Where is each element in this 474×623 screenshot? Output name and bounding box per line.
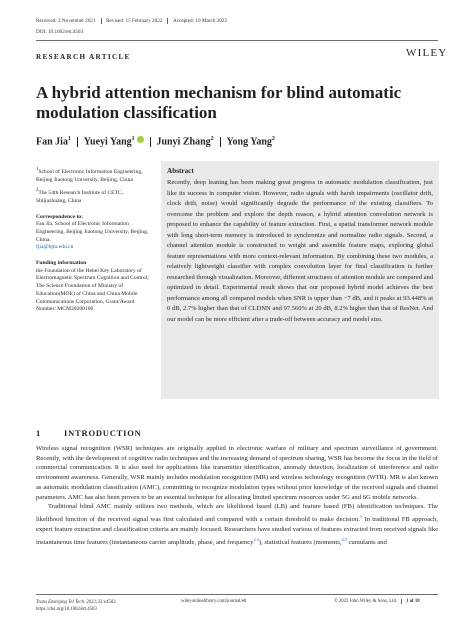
- citation-link[interactable]: 2,3: [253, 536, 259, 542]
- revised-date: Revised: 15 February 2022: [106, 18, 163, 24]
- journal-site-link[interactable]: wileyonlinelibrary.com/journal/ett: [181, 599, 247, 604]
- orcid-icon[interactable]: [137, 136, 144, 143]
- affiliations-column: [36, 166, 152, 317]
- author[interactable]: Yueyi Yang$^1$: [84, 136, 144, 147]
- abstract-heading: Abstract: [167, 167, 194, 175]
- received-date: Received: 2 November 2021: [36, 18, 96, 24]
- footer-right: [334, 599, 420, 604]
- author-divider: [220, 137, 221, 147]
- paragraph: Traditional blind AMC mainly utilizes two methods, which are likelihood based (LB) and feature based (FB) identification techniques. The likelihood function of the received signal was first calculated and compared with a certain threshold to make decision.$^1$ In traditional FB approach, expert feature extraction and classification criteria are mainly focused. Researchers have studied various of features extracted from received signals like instantaneous time features (instantaneous carrier amplitude, phase, and frequency$^{2,3}$), statistical features (moments,$^{4,5}$ cumulants and: [36, 503, 438, 546]
- author-divider: [150, 137, 151, 147]
- author[interactable]: Yong Yang$^2$: [226, 136, 275, 148]
- date-divider: [101, 18, 102, 24]
- introduction-body: [36, 444, 438, 547]
- affiliation: $^1$School of Electronic Information Engineering, Beijing Jiaotong University, Beijing, China: [36, 167, 143, 183]
- email-link[interactable]: fjia@bjtu.edu.cn: [36, 244, 74, 251]
- footer-rule: [36, 594, 438, 595]
- funding-text: the Foundation of the Hebei Key Laboratory of Electromagnetic Spectrum Cognition and Control; The Science Foundation of Ministry of Education(MOE) of China and China Mobile Communications Corporation, Grant/Award Number: MCM20200106: [36, 267, 149, 313]
- affiliation: $^2$The 54th Research Institute of CETC, Shijiazhuang, China: [36, 188, 124, 204]
- page-number: 1 of 18: [401, 599, 420, 604]
- correspondence-text: Fan Jia, School of Electronic Information Engineering, Beijing Jiaotong University, Beijing, China. fjia@bjtu.edu.cn: [36, 221, 149, 251]
- journal-citation: Trans Emerging Tel Tech. 2022;33:e4503.: [36, 600, 117, 605]
- author[interactable]: Fan Jia$^1$: [36, 136, 71, 148]
- copyright: © 2022 John Wiley & Sons, Ltd.: [334, 599, 398, 604]
- accepted-date: Accepted: 10 March 2022: [173, 18, 228, 24]
- citation-link[interactable]: 1: [359, 513, 363, 519]
- section-number: 1: [36, 428, 42, 438]
- paragraph: Wireless signal recognition (WSR) techniques are originally applied in electronic warfare of military and spectrum surveillance of government. Recently, with the development of cognitive radio techniques and the increasing demand of spectrum sharing, WSR has become the focus in the field of commercial communication. It is also used for applications like transmitter identification, anomaly detection, localization of interference and radio environment awareness. Generally, WSR mainly includes modulation recognition (MR) and wireless technology recognition (WTR). MR is also known as automatic modulation classification (AMC), committing to recognize modulation types without prior knowledge of the received signals and channel parameters. AMC has also been proven to be an essential technique for allocating limited spectrum resources under 5G and 6G mobile networks.: [36, 445, 438, 501]
- section-heading: [36, 428, 142, 438]
- doi-link[interactable]: https://doi.org/10.1002/ett.4503: [36, 607, 97, 612]
- doi[interactable]: DOI: 10.1002/ett.4503: [36, 29, 84, 35]
- abstract-text: Recently, deep leaning has been making great progress in automatic modulation classification, just like its success in computer vision. However, radio signals with harsh impairments (oscillator drift, clock drift, noise) would significantly degrade the performance of the existing classifiers. To overcome the problem and explore the depth reason, a hybrid attention convolution network is proposed to enhance the capability of feature extraction. First, a spatial transformer network module with long short-term memory is introduced to synchronize and normalize radio signals. Second, a channel attention module is constructed to weight and assemble feature maps, exploring global feature representations with more context-relevant information. By combining these two modules, a relatively lightweight classifier with complex convolution layer for final classification is further researched through visualization. Moreover, different structures of attention module are compared and optimized in detail. Experimental result shows that our proposed hybrid model achieves the best performance among all compared models when SNR is upper than −7 dB, and it peaks at 93.448% at 0 dB, 2.7% higher than that of CLDNN and 97.560% at 20 dB, 8.2% higher than that of ResNet. And our model can be more efficient after a trade-off between accuracy and model size.: [167, 179, 433, 323]
- author-divider: [77, 137, 78, 147]
- correspondence-label: Correspondence to:: [36, 213, 83, 220]
- author[interactable]: Junyi Zhang$^2$: [156, 136, 214, 148]
- article-title: A hybrid attention mechanism for blind automatic modulation classification: [36, 83, 402, 122]
- header-rule: [36, 40, 438, 41]
- citation-link[interactable]: 4,5: [341, 536, 347, 542]
- date-divider: [167, 18, 168, 24]
- article-dates: [36, 18, 227, 24]
- article-type: RESEARCH ARTICLE: [36, 53, 131, 61]
- author-list: [36, 136, 275, 147]
- funding-label: Funding information: [36, 260, 87, 267]
- abstract-box: [161, 161, 439, 399]
- publisher-logo[interactable]: WILEY: [406, 47, 448, 59]
- section-title: INTRODUCTION: [64, 428, 142, 438]
- footer-citation: [36, 599, 117, 613]
